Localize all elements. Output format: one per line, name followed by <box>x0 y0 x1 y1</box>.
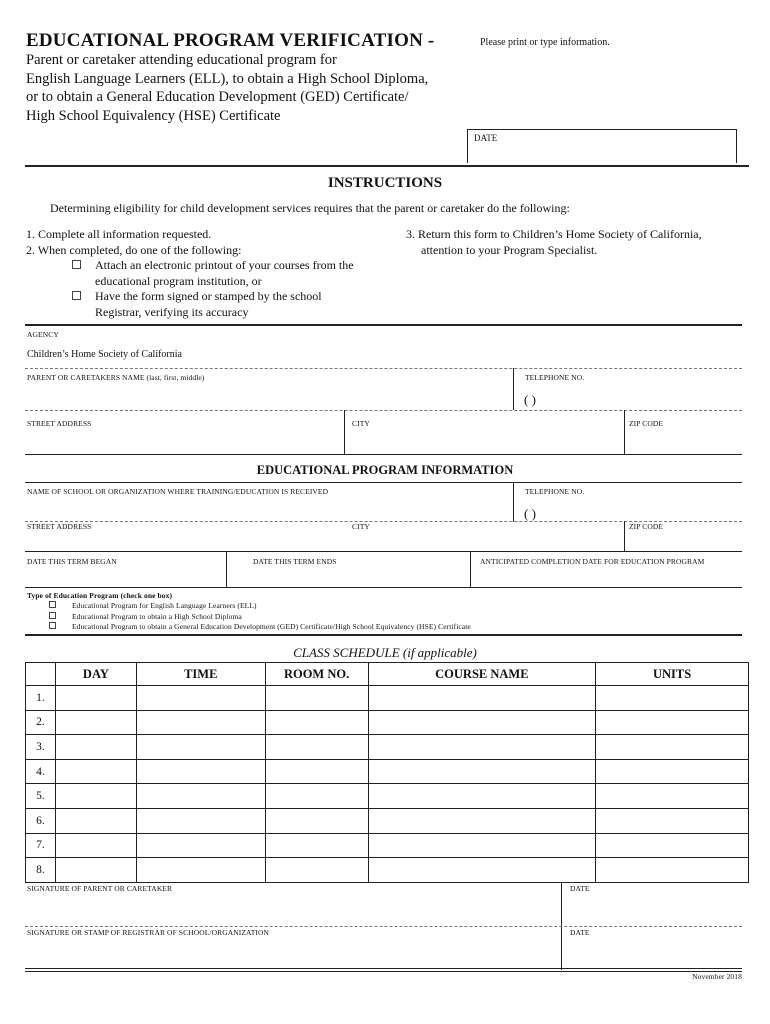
time-cell[interactable] <box>136 759 265 784</box>
row-number: 1. <box>26 686 56 711</box>
instructions-right-column <box>406 227 702 258</box>
schedule-header-units: UNITS <box>596 663 749 686</box>
row-divider <box>25 551 742 552</box>
program-type-option-ged[interactable]: Educational Program to obtain a General Education Development (GED) Certificate/High School Equivalency (HSE) Certificate <box>49 622 471 631</box>
completion-date-field[interactable] <box>480 568 738 586</box>
agency-value: Children’s Home Society of California <box>27 349 182 360</box>
day-cell[interactable] <box>55 686 136 711</box>
row-number: 7. <box>26 833 56 858</box>
schedule-header-time: TIME <box>136 663 265 686</box>
course-cell[interactable] <box>368 833 596 858</box>
day-cell[interactable] <box>55 710 136 735</box>
subtitle-line: Parent or caretaker attending educational program for <box>26 52 337 68</box>
time-cell[interactable] <box>136 710 265 735</box>
course-cell[interactable] <box>368 784 596 809</box>
header-date-field[interactable] <box>474 145 729 161</box>
parent-signature-label: SIGNATURE OF PARENT OR CARETAKER <box>27 884 173 893</box>
school-city-label: CITY <box>352 522 370 531</box>
form-title: EDUCATIONAL PROGRAM VERIFICATION - <box>26 30 435 51</box>
revision-date: November 2018 <box>692 972 742 981</box>
table-row <box>26 784 749 809</box>
room-cell[interactable] <box>265 808 368 833</box>
instruction-option-1-cont: educational program institution, or <box>95 273 262 288</box>
school-zip-label: ZIP CODE <box>629 522 664 531</box>
header-divider <box>25 165 749 167</box>
term-began-label: DATE THIS TERM BEGAN <box>27 557 117 566</box>
schedule-header-number <box>26 663 56 686</box>
units-cell[interactable] <box>596 759 749 784</box>
day-cell[interactable] <box>55 735 136 760</box>
row-number: 8. <box>26 858 56 883</box>
course-cell[interactable] <box>368 759 596 784</box>
registrar-signature-field[interactable] <box>27 940 552 966</box>
day-cell[interactable] <box>55 759 136 784</box>
term-began-field[interactable] <box>27 568 219 586</box>
time-cell[interactable] <box>136 686 265 711</box>
parent-telephone-field[interactable]: ( ) <box>524 392 536 407</box>
print-note: Please print or type information. <box>480 37 610 48</box>
school-street-field[interactable] <box>27 533 337 551</box>
parent-signature-field[interactable] <box>27 896 552 924</box>
table-row <box>26 808 749 833</box>
school-telephone-field[interactable]: ( ) <box>524 506 536 521</box>
checkbox-icon[interactable] <box>49 612 56 619</box>
parent-name-label: PARENT OR CARETAKERS NAME (last, first, middle) <box>27 373 205 382</box>
row-number: 4. <box>26 759 56 784</box>
room-cell[interactable] <box>265 784 368 809</box>
school-zip-field[interactable] <box>629 533 739 551</box>
row-divider <box>25 410 742 411</box>
day-cell[interactable] <box>55 858 136 883</box>
room-cell[interactable] <box>265 686 368 711</box>
units-cell[interactable] <box>596 735 749 760</box>
room-cell[interactable] <box>265 735 368 760</box>
col-divider <box>513 368 514 410</box>
schedule-header-day: DAY <box>55 663 136 686</box>
room-cell[interactable] <box>265 833 368 858</box>
schedule-header-room: ROOM NO. <box>265 663 368 686</box>
parent-city-label: CITY <box>352 419 370 428</box>
instructions-intro: Determining eligibility for child development services requires that the parent or caretaker do the following: <box>50 201 570 215</box>
parent-signature-date-label: DATE <box>570 884 590 893</box>
agency-label: AGENCY <box>27 330 59 339</box>
units-cell[interactable] <box>596 808 749 833</box>
checkbox-icon[interactable] <box>49 601 56 608</box>
bottom-rule <box>25 971 742 972</box>
day-cell[interactable] <box>55 808 136 833</box>
parent-name-field[interactable] <box>27 385 507 407</box>
instructions-heading: INSTRUCTIONS <box>327 175 443 191</box>
parent-telephone-label: TELEPHONE NO. <box>525 373 585 382</box>
units-cell[interactable] <box>596 686 749 711</box>
program-type-option-ell[interactable]: Educational Program for English Language Learners (ELL) <box>49 601 257 610</box>
instruction-step-2: 2. When completed, do one of the following: <box>26 242 242 257</box>
row-divider <box>25 926 742 927</box>
row-number: 3. <box>26 735 56 760</box>
instruction-option-2-cont: Registrar, verifying its accuracy <box>95 304 249 319</box>
registrar-signature-date-label: DATE <box>570 928 590 937</box>
school-street-label: STREET ADDRESS <box>27 522 92 531</box>
instruction-step-3: 3. Return this form to Children’s Home Society of California, <box>406 227 702 241</box>
instruction-step-3-cont: attention to your Program Specialist. <box>421 242 598 257</box>
instruction-option-1: Attach an electronic printout of your courses from the <box>26 258 396 274</box>
section-divider <box>25 454 742 455</box>
units-cell[interactable] <box>596 858 749 883</box>
parent-city-field[interactable] <box>352 430 617 450</box>
row-divider <box>25 368 742 369</box>
program-type-option-diploma[interactable]: Educational Program to obtain a High School Diploma <box>49 612 242 621</box>
checkbox-icon <box>72 260 81 269</box>
row-number: 5. <box>26 784 56 809</box>
instructions-left-column <box>26 227 396 320</box>
day-cell[interactable] <box>55 833 136 858</box>
units-cell[interactable] <box>596 710 749 735</box>
table-row <box>26 735 749 760</box>
term-ends-label: DATE THIS TERM ENDS <box>253 557 337 566</box>
schedule-header-row <box>26 663 749 686</box>
col-divider <box>226 551 227 587</box>
school-telephone-label: TELEPHONE NO. <box>525 487 585 496</box>
room-cell[interactable] <box>265 858 368 883</box>
room-cell[interactable] <box>265 710 368 735</box>
parent-zip-field[interactable] <box>629 430 739 450</box>
parent-street-field[interactable] <box>27 430 337 450</box>
table-row <box>26 833 749 858</box>
time-cell[interactable] <box>136 858 265 883</box>
col-divider <box>624 521 625 551</box>
instructions-divider <box>25 324 742 326</box>
term-ends-field[interactable] <box>233 568 463 586</box>
time-cell[interactable] <box>136 833 265 858</box>
col-divider <box>470 551 471 587</box>
date-box-left <box>467 129 468 163</box>
course-cell[interactable] <box>368 858 596 883</box>
time-cell[interactable] <box>136 808 265 833</box>
day-cell[interactable] <box>55 784 136 809</box>
table-row <box>26 710 749 735</box>
education-heading: EDUCATIONAL PROGRAM INFORMATION <box>256 463 514 477</box>
date-box-right <box>736 129 737 163</box>
program-type-heading: Type of Education Program (check one box) <box>27 591 173 600</box>
col-divider <box>513 482 514 522</box>
row-divider <box>25 587 742 588</box>
registrar-signature-date-field[interactable] <box>570 940 740 966</box>
date-box-top <box>467 129 737 130</box>
course-cell[interactable] <box>368 710 596 735</box>
course-cell[interactable] <box>368 808 596 833</box>
schedule-heading: CLASS SCHEDULE (if applicable) <box>293 645 477 660</box>
room-cell[interactable] <box>265 759 368 784</box>
form-subtitle <box>26 51 428 125</box>
table-row <box>26 858 749 883</box>
date-label: DATE <box>474 133 498 143</box>
school-name-label: NAME OF SCHOOL OR ORGANIZATION WHERE TRAINING/EDUCATION IS RECEIVED <box>27 487 329 496</box>
subtitle-line: English Language Learners (ELL), to obtain a High School Diploma, <box>26 70 429 87</box>
instruction-step-1: 1. Complete all information requested. <box>26 227 212 241</box>
units-cell[interactable] <box>596 784 749 809</box>
registrar-signature-label: SIGNATURE OR STAMP OF REGISTRAR OF SCHOOL/ORGANIZATION <box>27 928 270 937</box>
subtitle-line: or to obtain a General Education Development (GED) Certificate/ <box>26 89 409 105</box>
units-cell[interactable] <box>596 833 749 858</box>
course-cell[interactable] <box>368 686 596 711</box>
time-cell[interactable] <box>136 784 265 809</box>
class-schedule-table <box>25 662 749 883</box>
parent-signature-date-field[interactable] <box>570 896 740 924</box>
col-divider <box>624 410 625 454</box>
checkbox-icon <box>72 291 81 300</box>
instruction-option-2: Have the form signed or stamped by the school <box>26 289 396 305</box>
bottom-rule <box>25 968 742 969</box>
col-divider <box>344 410 345 454</box>
completion-date-label: ANTICIPATED COMPLETION DATE FOR EDUCATION PROGRAM <box>480 557 705 566</box>
time-cell[interactable] <box>136 735 265 760</box>
table-row <box>26 759 749 784</box>
school-city-field[interactable] <box>352 533 617 551</box>
table-row <box>26 686 749 711</box>
school-name-field[interactable] <box>27 498 507 518</box>
row-divider <box>25 482 742 483</box>
row-number: 2. <box>26 710 56 735</box>
course-cell[interactable] <box>368 735 596 760</box>
section-divider <box>25 634 742 636</box>
schedule-header-course: COURSE NAME <box>368 663 596 686</box>
checkbox-icon[interactable] <box>49 622 56 629</box>
row-number: 6. <box>26 808 56 833</box>
subtitle-line: High School Equivalency (HSE) Certificate <box>26 107 281 124</box>
parent-zip-label: ZIP CODE <box>629 419 664 428</box>
parent-street-label: STREET ADDRESS <box>27 419 92 428</box>
